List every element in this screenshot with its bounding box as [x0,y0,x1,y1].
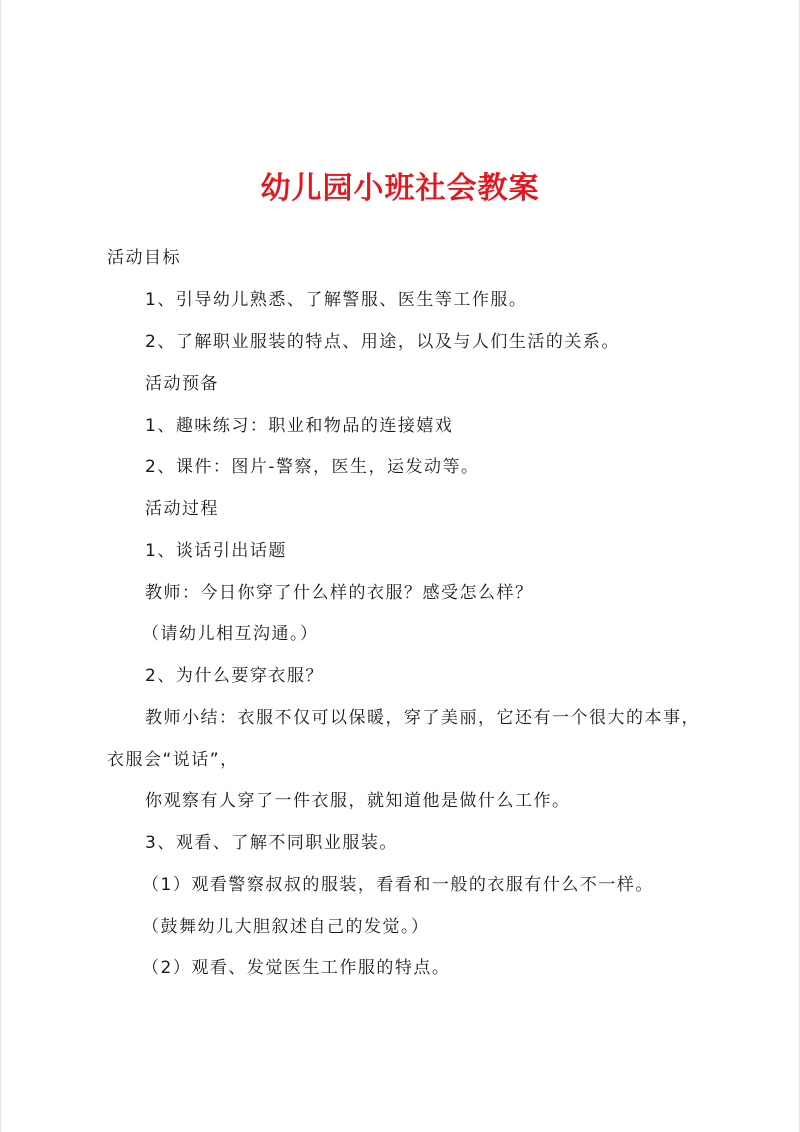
paragraph-line: 2、了解职业服装的特点、用途，以及与人们生活的关系。 [145,332,620,352]
paragraph-line: 教师：今日你穿了什么样的衣服？感受怎么样？ [145,583,534,603]
paragraph-line: 2、为什么要穿衣服？ [145,666,324,686]
paragraph-line: 2、课件：图片-警察，医生，运发动等。 [145,457,480,477]
section-heading-goals: 活动目标 [107,248,181,268]
paragraph-line: 3、观看、了解不同职业服装。 [145,833,398,853]
paragraph-line: （2）观看、发觉医生工作服的特点。 [142,958,451,978]
section-heading-preparation: 活动预备 [145,374,219,394]
paragraph-line: （请幼儿相互沟通。） [142,624,319,644]
paragraph-line: 1、趣味练习：职业和物品的连接嬉戏 [145,416,454,436]
document-title: 幼儿园小班社会教案 [260,171,540,206]
paragraph-line: 你观察有人穿了一件衣服，就知道他是做什么工作。 [145,791,571,811]
section-heading-process: 活动过程 [145,499,219,519]
paragraph-line: 衣服会“说话”， [107,750,239,770]
paragraph-line: 1、谈话引出话题 [145,541,287,561]
paragraph-line: 教师小结：衣服不仅可以保暖，穿了美丽，它还有一个很大的本事， [145,708,700,728]
paragraph-line: （1）观看警察叔叔的服装，看看和一般的衣服有什么不一样。 [142,875,654,895]
paragraph-line: 1、引导幼儿熟悉、了解警服、医生等工作服。 [145,290,528,310]
paragraph-line: （鼓舞幼儿大胆叙述自己的发觉。） [142,917,430,937]
